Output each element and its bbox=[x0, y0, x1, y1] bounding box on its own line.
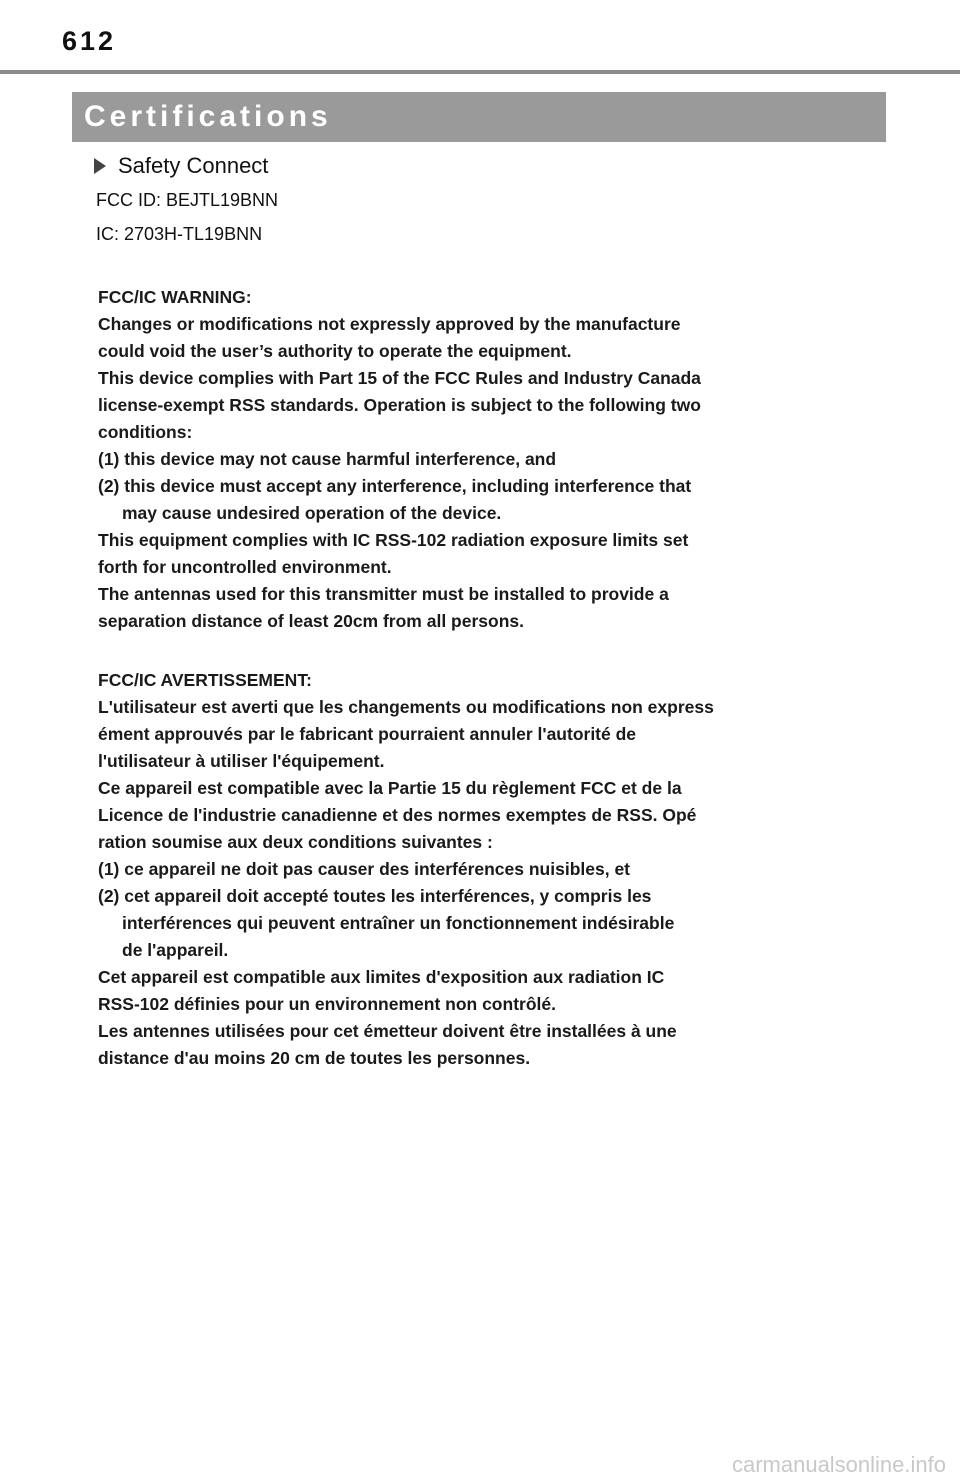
fcc-ic-avertissement-notice bbox=[98, 667, 838, 1072]
notice-line: Les antennes utilisées pour cet émetteur doivent être installées à une bbox=[98, 1021, 677, 1041]
notice-line: L'utilisateur est averti que les changements ou modifications non express bbox=[98, 697, 714, 717]
notice-line: The antennas used for this transmitter must be installed to provide a bbox=[98, 584, 669, 604]
notice-line: (2) this device must accept any interference, including interference that bbox=[98, 476, 692, 496]
notice-line: license-exempt RSS standards. Operation is subject to the following two bbox=[98, 395, 701, 415]
notice-line: de l'appareil. bbox=[122, 940, 229, 960]
subheading-label: Safety Connect bbox=[118, 153, 269, 178]
notice-line: (1) this device may not cause harmful interference, and bbox=[98, 449, 557, 469]
notice-line: RSS-102 définies pour un environnement non contrôlé. bbox=[98, 994, 556, 1014]
notice-line: could void the user’s authority to operate the equipment. bbox=[98, 341, 572, 361]
notice-line: ration soumise aux deux conditions suivantes : bbox=[98, 832, 493, 852]
page-number: 612 bbox=[62, 26, 117, 56]
notice-line: forth for uncontrolled environment. bbox=[98, 557, 392, 577]
subheading bbox=[94, 153, 268, 179]
notice-line: ément approuvés par le fabricant pourraient annuler l'autorité de bbox=[98, 724, 637, 744]
ic-id: IC: 2703H-TL19BNN bbox=[96, 224, 263, 244]
notice-line: This equipment complies with IC RSS-102 radiation exposure limits set bbox=[98, 530, 689, 550]
notice-line: may cause undesired operation of the device. bbox=[122, 503, 502, 523]
notice-line: (2) cet appareil doit accepté toutes les interférences, y compris les bbox=[98, 886, 652, 906]
notice-line: FCC/IC AVERTISSEMENT: bbox=[98, 670, 312, 690]
notice-line: separation distance of least 20cm from all persons. bbox=[98, 611, 524, 631]
fcc-ic-warning-notice bbox=[98, 284, 838, 635]
notice-line: interférences qui peuvent entraîner un fonctionnement indésirable bbox=[122, 913, 675, 933]
notice-line: This device complies with Part 15 of the FCC Rules and Industry Canada bbox=[98, 368, 701, 388]
notice-line: Cet appareil est compatible aux limites d'exposition aux radiation IC bbox=[98, 967, 665, 987]
header-rule bbox=[0, 70, 960, 74]
notice-line: Changes or modifications not expressly approved by the manufacture bbox=[98, 314, 681, 334]
triangle-right-icon bbox=[94, 158, 106, 174]
notice-line: Ce appareil est compatible avec la Partie 15 du règlement FCC et de la bbox=[98, 778, 682, 798]
fcc-id: FCC ID: BEJTL19BNN bbox=[96, 190, 279, 210]
notice-line: conditions: bbox=[98, 422, 193, 442]
section-title: Certifications bbox=[84, 100, 332, 133]
notice-line: l'utilisateur à utiliser l'équipement. bbox=[98, 751, 385, 771]
notice-line: Licence de l'industrie canadienne et des normes exemptes de RSS. Opé bbox=[98, 805, 697, 825]
watermark: carmanualsonline.info bbox=[731, 1452, 946, 1477]
section-header bbox=[72, 92, 886, 142]
notice-line: distance d'au moins 20 cm de toutes les personnes. bbox=[98, 1048, 531, 1068]
notice-line: FCC/IC WARNING: bbox=[98, 287, 252, 307]
notice-line: (1) ce appareil ne doit pas causer des interférences nuisibles, et bbox=[98, 859, 631, 879]
